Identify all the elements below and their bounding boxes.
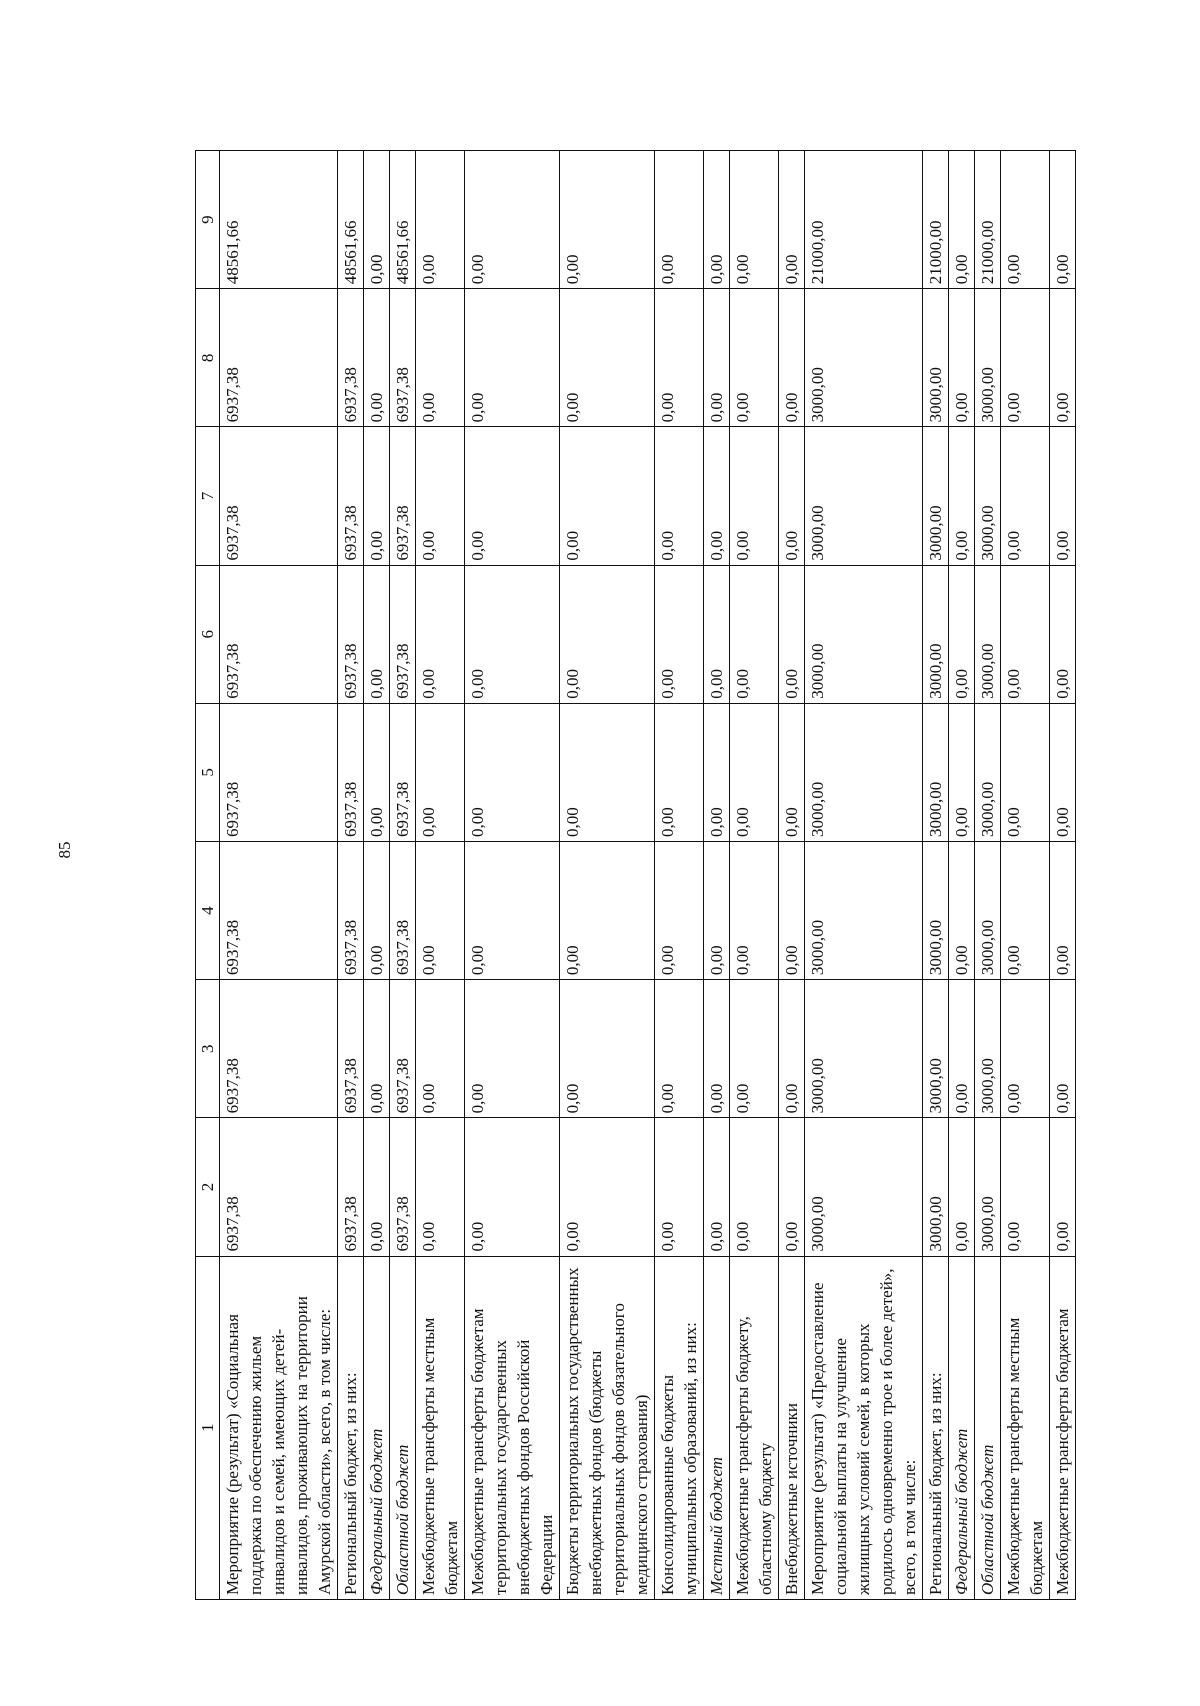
value-cell: 0,00 [704,703,730,841]
table-row [416,151,465,1600]
column-header: 5 [196,703,220,841]
value-cell: 0,00 [364,565,390,703]
row-label: Федеральный бюджет [364,1256,390,1599]
value-cell: 0,00 [704,841,730,979]
row-label: Внебюджетные источники [779,1256,805,1599]
value-cell: 0,00 [560,151,655,289]
value-cell: 6937,38 [390,427,416,565]
row-label: Областной бюджет [390,1256,416,1599]
value-cell: 0,00 [949,289,975,427]
value-cell: 0,00 [779,841,805,979]
row-label: Региональный бюджет, из них: [923,1256,949,1599]
column-header: 6 [196,565,220,703]
value-cell: 6937,38 [390,1118,416,1256]
row-label: Областной бюджет [975,1256,1001,1599]
value-cell: 3000,00 [923,1118,949,1256]
value-cell: 0,00 [949,703,975,841]
value-cell: 0,00 [416,427,465,565]
row-label: Федеральный бюджет [949,1256,975,1599]
value-cell: 3000,00 [805,980,923,1118]
page-number: 85 [55,841,74,859]
value-cell: 3000,00 [923,980,949,1118]
value-cell: 21000,00 [923,151,949,289]
value-cell: 0,00 [465,841,560,979]
value-cell: 0,00 [364,980,390,1118]
table-row [923,151,949,1600]
value-cell: 3000,00 [975,703,1001,841]
value-cell: 3000,00 [975,1118,1001,1256]
value-cell: 0,00 [1001,427,1050,565]
value-cell: 0,00 [1050,980,1076,1118]
value-cell: 0,00 [416,1118,465,1256]
value-cell: 0,00 [779,565,805,703]
value-cell: 0,00 [655,565,704,703]
value-cell: 3000,00 [923,289,949,427]
row-label: Межбюджетные трансферты местным бюджетам [1001,1256,1050,1599]
value-cell: 6937,38 [390,841,416,979]
table-row [805,151,923,1600]
value-cell: 0,00 [1001,289,1050,427]
value-cell: 0,00 [560,565,655,703]
value-cell: 0,00 [730,1118,779,1256]
value-cell: 0,00 [779,427,805,565]
value-cell: 6937,38 [220,841,338,979]
value-cell: 0,00 [949,980,975,1118]
value-cell: 6937,38 [390,289,416,427]
table-row [1001,151,1050,1600]
value-cell: 6937,38 [220,1118,338,1256]
value-cell: 3000,00 [805,703,923,841]
value-cell: 0,00 [779,151,805,289]
value-cell: 0,00 [416,289,465,427]
value-cell: 3000,00 [975,980,1001,1118]
value-cell: 3000,00 [805,427,923,565]
value-cell: 0,00 [465,565,560,703]
value-cell: 0,00 [1001,980,1050,1118]
value-cell: 3000,00 [975,565,1001,703]
row-label: Региональный бюджет, из них: [338,1256,364,1599]
value-cell: 0,00 [416,980,465,1118]
value-cell: 21000,00 [805,151,923,289]
value-cell: 3000,00 [975,427,1001,565]
value-cell: 21000,00 [975,151,1001,289]
value-cell: 0,00 [655,427,704,565]
value-cell: 0,00 [364,427,390,565]
row-label: Межбюджетные трансферты местным бюджетам [416,1256,465,1599]
value-cell: 0,00 [560,980,655,1118]
table-row [730,151,779,1600]
value-cell: 0,00 [779,289,805,427]
value-cell: 0,00 [730,427,779,565]
value-cell: 0,00 [560,289,655,427]
table-row [390,151,416,1600]
value-cell: 6937,38 [338,703,364,841]
value-cell: 6937,38 [220,980,338,1118]
table-row [364,151,390,1600]
value-cell: 0,00 [560,427,655,565]
value-cell: 0,00 [779,703,805,841]
column-header: 7 [196,427,220,565]
column-header: 3 [196,980,220,1118]
value-cell: 0,00 [655,151,704,289]
table-row [220,151,338,1600]
value-cell: 0,00 [416,565,465,703]
value-cell: 6937,38 [338,841,364,979]
table-row [655,151,704,1600]
value-cell: 0,00 [949,151,975,289]
value-cell: 0,00 [364,1118,390,1256]
value-cell: 0,00 [1050,151,1076,289]
value-cell: 6937,38 [390,703,416,841]
value-cell: 6937,38 [220,703,338,841]
row-label: Межбюджетные трансферты бюджету, областному бюджету [730,1256,779,1599]
value-cell: 48561,66 [220,151,338,289]
column-header: 2 [196,1118,220,1256]
table-row [779,151,805,1600]
value-cell: 0,00 [730,151,779,289]
row-label: Консолидированные бюджеты муниципальных образований, из них: [655,1256,704,1599]
value-cell: 48561,66 [390,151,416,289]
value-cell: 0,00 [730,289,779,427]
row-label: Местный бюджет [704,1256,730,1599]
value-cell: 0,00 [465,1118,560,1256]
value-cell: 0,00 [1050,427,1076,565]
value-cell: 0,00 [779,1118,805,1256]
value-cell: 3000,00 [923,703,949,841]
column-header: 8 [196,289,220,427]
value-cell: 0,00 [704,289,730,427]
value-cell: 0,00 [1001,151,1050,289]
table-row [560,151,655,1600]
value-cell: 6937,38 [338,980,364,1118]
value-cell: 0,00 [1001,1118,1050,1256]
value-cell: 6937,38 [390,565,416,703]
value-cell: 0,00 [1050,1118,1076,1256]
value-cell: 0,00 [1050,841,1076,979]
value-cell: 0,00 [1050,289,1076,427]
value-cell: 0,00 [704,427,730,565]
row-label: Мероприятие (результат) «Предоставление социальной выплаты на улучшение жилищных условий семей, в которых родилось одновременно трое и более детей», всего, в том числе: [805,1256,923,1599]
value-cell: 0,00 [364,703,390,841]
value-cell: 0,00 [704,1118,730,1256]
table-row [1050,151,1076,1600]
value-cell: 0,00 [416,703,465,841]
row-label: Межбюджетные трансферты бюджетам территориальных государственных внебюджетных фондов Российской Федерации [465,1256,560,1599]
value-cell: 0,00 [416,151,465,289]
value-cell: 0,00 [416,841,465,979]
budget-table [195,150,1076,1600]
value-cell: 0,00 [704,980,730,1118]
value-cell: 0,00 [465,703,560,841]
value-cell: 0,00 [560,703,655,841]
value-cell: 3000,00 [923,841,949,979]
value-cell: 3000,00 [805,565,923,703]
table-row [949,151,975,1600]
value-cell: 6937,38 [338,565,364,703]
value-cell: 0,00 [949,565,975,703]
value-cell: 0,00 [1050,565,1076,703]
table-row [465,151,560,1600]
value-cell: 6937,38 [338,1118,364,1256]
value-cell: 0,00 [655,289,704,427]
value-cell: 6937,38 [338,427,364,565]
value-cell: 0,00 [730,703,779,841]
value-cell: 48561,66 [338,151,364,289]
value-cell: 0,00 [949,427,975,565]
value-cell: 0,00 [1001,703,1050,841]
value-cell: 0,00 [364,289,390,427]
column-header: 4 [196,841,220,979]
value-cell: 0,00 [779,980,805,1118]
value-cell: 0,00 [465,980,560,1118]
value-cell: 0,00 [465,289,560,427]
rotated-table-container [195,150,1075,1600]
column-header: 9 [196,151,220,289]
value-cell: 0,00 [704,151,730,289]
table-row [975,151,1001,1600]
table-header-row [196,151,220,1600]
value-cell: 0,00 [364,841,390,979]
value-cell: 6937,38 [338,289,364,427]
value-cell: 6937,38 [220,289,338,427]
row-label: Межбюджетные трансферты бюджетам [1050,1256,1076,1599]
value-cell: 0,00 [730,841,779,979]
value-cell: 6937,38 [220,565,338,703]
value-cell: 0,00 [655,703,704,841]
value-cell: 0,00 [1050,703,1076,841]
value-cell: 3000,00 [805,289,923,427]
value-cell: 0,00 [704,565,730,703]
value-cell: 3000,00 [805,841,923,979]
value-cell: 0,00 [949,1118,975,1256]
value-cell: 0,00 [655,841,704,979]
value-cell: 0,00 [730,980,779,1118]
value-cell: 3000,00 [805,1118,923,1256]
value-cell: 6937,38 [220,427,338,565]
value-cell: 3000,00 [923,427,949,565]
value-cell: 0,00 [655,1118,704,1256]
value-cell: 3000,00 [975,289,1001,427]
value-cell: 0,00 [1001,841,1050,979]
table-body [220,151,1076,1600]
value-cell: 3000,00 [923,565,949,703]
value-cell: 0,00 [949,841,975,979]
value-cell: 0,00 [655,980,704,1118]
value-cell: 0,00 [560,1118,655,1256]
value-cell: 0,00 [1001,565,1050,703]
value-cell: 0,00 [364,151,390,289]
table-row [338,151,364,1600]
table-row [704,151,730,1600]
column-header: 1 [196,1256,220,1599]
value-cell: 0,00 [465,151,560,289]
row-label: Мероприятие (результат) «Социальная поддержка по обеспечению жильем инвалидов и семей, имеющих детей-инвалидов, проживающих на территории Амурской области», всего, в том числе: [220,1256,338,1599]
value-cell: 6937,38 [390,980,416,1118]
value-cell: 0,00 [465,427,560,565]
row-label: Бюджеты территориальных государственных внебюджетных фондов (бюджеты территориальных фондов обязательного медицинского страхования) [560,1256,655,1599]
value-cell: 0,00 [730,565,779,703]
value-cell: 3000,00 [975,841,1001,979]
value-cell: 0,00 [560,841,655,979]
